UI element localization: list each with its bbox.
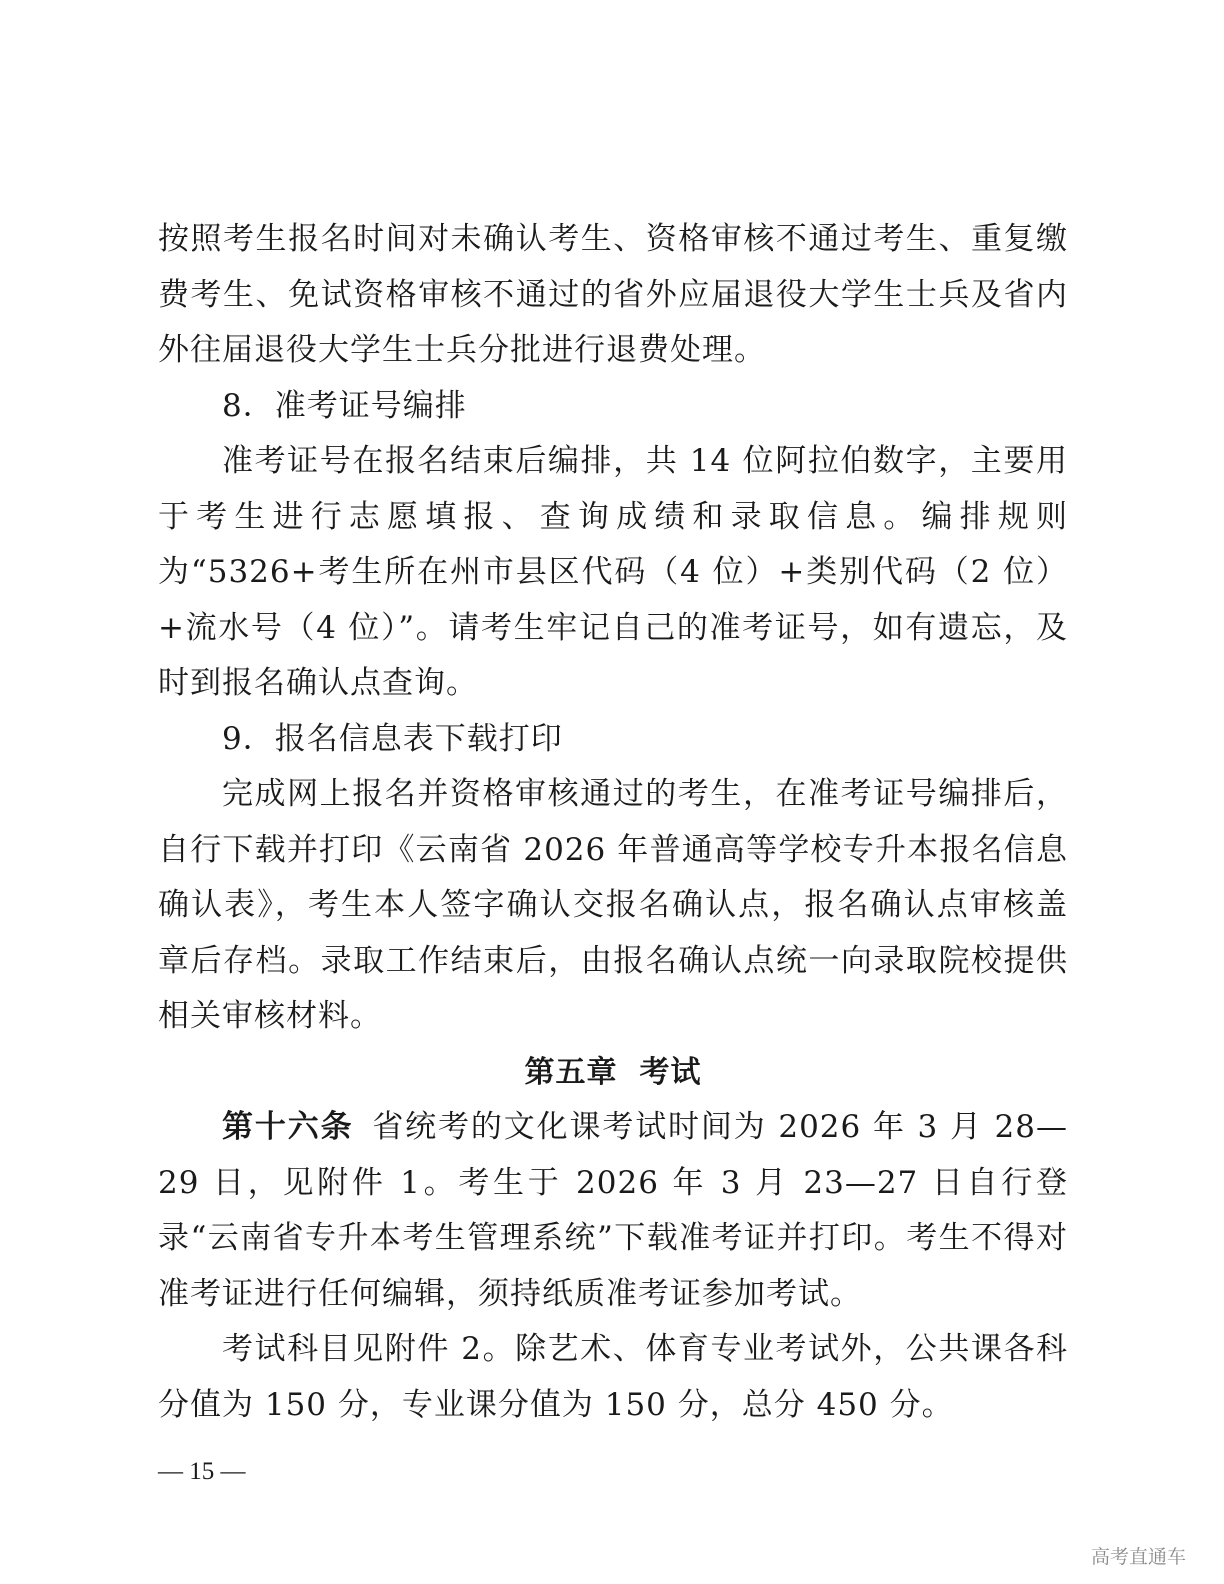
paragraph-exam-subjects: 考试科目见附件 2。除艺术、体育专业考试外，公共课各科分值为 150 分，专业课分值为 150 分，总分 450 分。 [158,1331,1068,1423]
page-number: — 15 — [158,1458,246,1485]
watermark: 高考直通车 [1090,1546,1186,1568]
paragraph-admission-number: 准考证号在报名结束后编排，共 14 位阿拉伯数字，主要用于考生进行志愿填报、查询成绩和录取信息。编排规则为“5326+考生所在州市县区代码（4 位）+类别代码（2 位）+流水号（4 位）”。请考生牢记自己的准考证号，如有遗忘，及时到报名确认点查询。 [158,443,1068,701]
article-16 [158,1100,1068,1322]
article-16-label: 第十六条 [222,1109,354,1145]
document-body [158,212,1068,1433]
paragraph-registration-form: 完成网上报名并资格审核通过的考生，在准考证号编排后，自行下载并打印《云南省 2026 年普通高等学校专升本报名信息确认表》，考生本人签字确认交报名确认点，报名确认点审核盖章后存档。录取工作结束后，由报名确认点统一向录取院校提供相关审核材料。 [158,776,1068,1034]
chapter-heading [158,1045,1068,1101]
section-heading-registration-form: 9．报名信息表下载打印 [222,720,563,757]
article-16-text: 省统考的文化课考试时间为 2026 年 3 月 28—29 日，见附件 1。考生于 2026 年 3 月 23—27 日自行登录“云南省专升本考生管理系统”下载准考证并打印。考生不得对准考证进行任何编辑，须持纸质准考证参加考试。 [158,1109,1068,1312]
paragraph-refund: 按照考生报名时间对未确认考生、资格审核不通过考生、重复缴费考生、免试资格审核不通过的省外应届退役大学生士兵及省内外往届退役大学生士兵分批进行退费处理。 [158,221,1068,368]
chapter-title: 考试 [639,1054,702,1090]
chapter-number: 第五章 [524,1054,618,1090]
section-heading-admission-number: 8．准考证号编排 [222,387,467,424]
